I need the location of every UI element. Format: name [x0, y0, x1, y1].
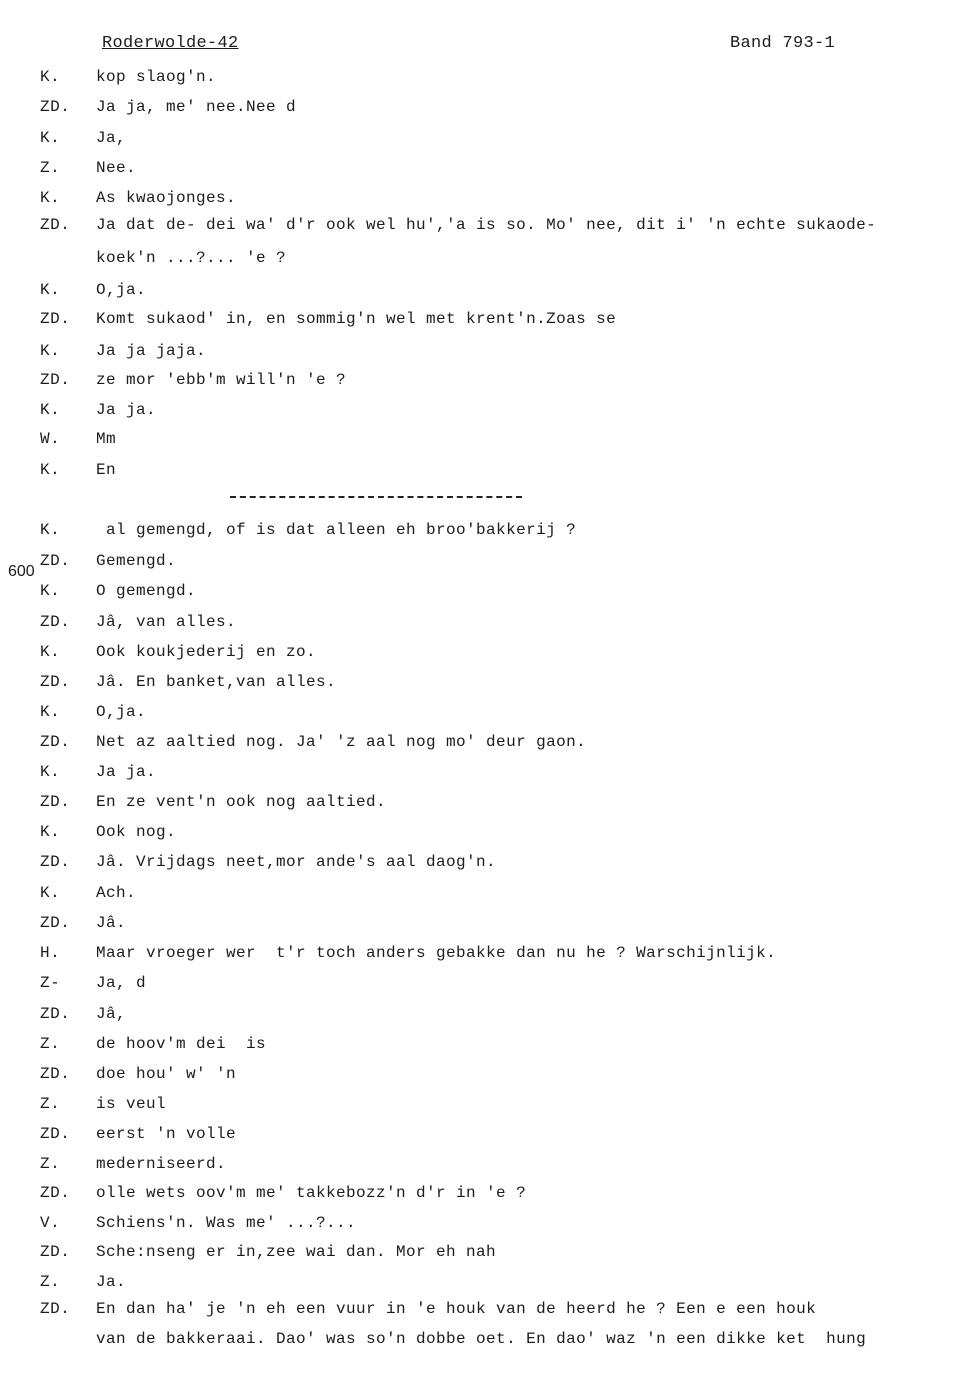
speaker-label: ZD. [40, 733, 71, 751]
transcript-line [0, 1003, 973, 1029]
speaker-label: K. [40, 703, 61, 721]
speaker-label: ZD. [40, 673, 71, 691]
utterance-text: Ja, d [96, 974, 147, 992]
utterance-text: olle wets oov'm me' takkebozz'n d'r in 'e ? [96, 1184, 527, 1202]
utterance-text: koek'n ...?... 'e ? [96, 249, 287, 267]
utterance-text: al gemengd, of is dat alleen eh broo'bakkerij ? [96, 521, 577, 539]
transcript-line [0, 1123, 973, 1149]
transcript-line [0, 821, 973, 847]
utterance-text: Jâ. [96, 914, 127, 932]
speaker-label: ZD. [40, 1184, 71, 1202]
speaker-label: K. [40, 342, 61, 360]
speaker-label: V. [40, 1214, 61, 1232]
transcript-line [0, 1033, 973, 1059]
transcript-line [0, 214, 973, 240]
speaker-label: K. [40, 401, 61, 419]
utterance-text: En [96, 461, 117, 479]
utterance-text: Nee. [96, 159, 137, 177]
transcript-line [0, 1328, 973, 1354]
transcript-line [0, 247, 973, 273]
transcript-line [0, 1063, 973, 1089]
utterance-text: Jâ. En banket,van alles. [96, 673, 337, 691]
utterance-text: is veul [96, 1095, 167, 1113]
speaker-label: K. [40, 763, 61, 781]
speaker-label: Z- [40, 974, 61, 992]
utterance-text: doe hou' w' 'n [96, 1065, 237, 1083]
speaker-label: ZD. [40, 1300, 71, 1318]
transcript-line [0, 972, 973, 998]
transcript-line [0, 308, 973, 334]
speaker-label: K. [40, 823, 61, 841]
transcript-line [0, 791, 973, 817]
transcript-line [0, 671, 973, 697]
utterance-text: As kwaojonges. [96, 189, 237, 207]
utterance-text: Jâ, [96, 1005, 127, 1023]
utterance-text: Jâ, van alles. [96, 613, 237, 631]
utterance-text: Ja, [96, 129, 127, 147]
speaker-label: H. [40, 944, 61, 962]
transcript-line [0, 641, 973, 667]
utterance-text: Jâ. Vrijdags neet,mor ande's aal daog'n. [96, 853, 497, 871]
speaker-label: K. [40, 582, 61, 600]
speaker-label: ZD. [40, 914, 71, 932]
speaker-label: ZD. [40, 853, 71, 871]
speaker-label: ZD. [40, 613, 71, 631]
speaker-label: ZD. [40, 98, 71, 116]
utterance-text: En dan ha' je 'n eh een vuur in 'e houk van de heerd he ? Een e een houk [96, 1300, 817, 1318]
utterance-text: Net az aaltied nog. Ja' 'z aal nog mo' deur gaon. [96, 733, 587, 751]
transcript-line [0, 701, 973, 727]
transcript-line [0, 96, 973, 122]
transcript-line [0, 340, 973, 366]
speaker-label: K. [40, 461, 61, 479]
transcript-line [0, 66, 973, 92]
utterance-text: kop slaog'n. [96, 68, 217, 86]
utterance-text: Ja ja. [96, 401, 157, 419]
transcript-line [0, 127, 973, 153]
utterance-text: Ja dat de- dei wa' d'r ook wel hu','a is so. Mo' nee, dit i' 'n echte sukaode- [96, 216, 877, 234]
transcript-line [0, 1298, 973, 1324]
speaker-label: K. [40, 129, 61, 147]
transcript-line [0, 942, 973, 968]
utterance-text: eerst 'n volle [96, 1125, 237, 1143]
band-number: Band 793-1 [730, 34, 836, 53]
transcript-line [0, 1093, 973, 1119]
speaker-label: ZD. [40, 1243, 71, 1261]
speaker-label: K. [40, 189, 61, 207]
utterance-text: Gemengd. [96, 552, 177, 570]
utterance-text: Sche:nseng er in,zee wai dan. Mor eh nah [96, 1243, 497, 1261]
transcript-line [0, 1271, 973, 1297]
speaker-label: Z. [40, 1095, 61, 1113]
transcript-line [0, 550, 973, 576]
utterance-text: mederniseerd. [96, 1155, 227, 1173]
utterance-text: ze mor 'ebb'm will'n 'e ? [96, 371, 347, 389]
utterance-text: Ja. [96, 1273, 127, 1291]
utterance-text: Ach. [96, 884, 137, 902]
utterance-text: O,ja. [96, 703, 147, 721]
transcript-line [0, 1241, 973, 1267]
transcript-line [0, 428, 973, 454]
transcript-line [0, 761, 973, 787]
speaker-label: K. [40, 521, 61, 539]
speaker-label: ZD. [40, 371, 71, 389]
utterance-text: Ja ja, me' nee.Nee d [96, 98, 297, 116]
speaker-label: Z. [40, 1273, 61, 1291]
speaker-label: K. [40, 68, 61, 86]
speaker-label: W. [40, 430, 61, 448]
utterance-text: de hoov'm dei is [96, 1035, 267, 1053]
utterance-text: van de bakkeraai. Dao' was so'n dobbe oet. En dao' waz 'n een dikke ket hung [96, 1330, 867, 1348]
transcript-line [0, 611, 973, 637]
transcript-line [0, 399, 973, 425]
transcript-line [0, 279, 973, 305]
speaker-label: Z. [40, 1155, 61, 1173]
utterance-text: Schiens'n. Was me' ...?... [96, 1214, 357, 1232]
utterance-text: Mm [96, 430, 117, 448]
speaker-label: Z. [40, 1035, 61, 1053]
speaker-label: ZD. [40, 793, 71, 811]
utterance-text: O,ja. [96, 281, 147, 299]
speaker-label: ZD. [40, 552, 71, 570]
speaker-label: ZD. [40, 1005, 71, 1023]
speaker-label: ZD. [40, 310, 71, 328]
utterance-text: Ja ja jaja. [96, 342, 207, 360]
utterance-text: Ook koukjederij en zo. [96, 643, 317, 661]
speaker-label: Z. [40, 159, 61, 177]
utterance-text: Maar vroeger wer t'r toch anders gebakke dan nu he ? Warschijnlijk. [96, 944, 777, 962]
transcript-line [0, 1153, 973, 1179]
utterance-text: O gemengd. [96, 582, 197, 600]
speaker-label: ZD. [40, 216, 71, 234]
transcript-line [0, 369, 973, 395]
speaker-label: K. [40, 281, 61, 299]
transcript-line [0, 912, 973, 938]
transcript-line [0, 187, 973, 213]
transcript-line [0, 459, 973, 485]
section-divider [230, 496, 522, 498]
speaker-label: ZD. [40, 1065, 71, 1083]
transcript-line [0, 580, 973, 606]
transcript-line [0, 157, 973, 183]
speaker-label: K. [40, 643, 61, 661]
utterance-text: En ze vent'n ook nog aaltied. [96, 793, 387, 811]
transcript-line [0, 1212, 973, 1238]
transcript-line [0, 519, 973, 545]
utterance-text: Ook nog. [96, 823, 177, 841]
utterance-text: Ja ja. [96, 763, 157, 781]
transcript-line [0, 851, 973, 877]
margin-timestamp: 600 [8, 563, 35, 580]
utterance-text: Komt sukaod' in, en sommig'n wel met krent'n.Zoas se [96, 310, 617, 328]
transcript-line [0, 731, 973, 757]
speaker-label: ZD. [40, 1125, 71, 1143]
transcript-line [0, 1182, 973, 1208]
transcript-line [0, 882, 973, 908]
speaker-label: K. [40, 884, 61, 902]
document-title: Roderwolde-42 [102, 34, 239, 53]
